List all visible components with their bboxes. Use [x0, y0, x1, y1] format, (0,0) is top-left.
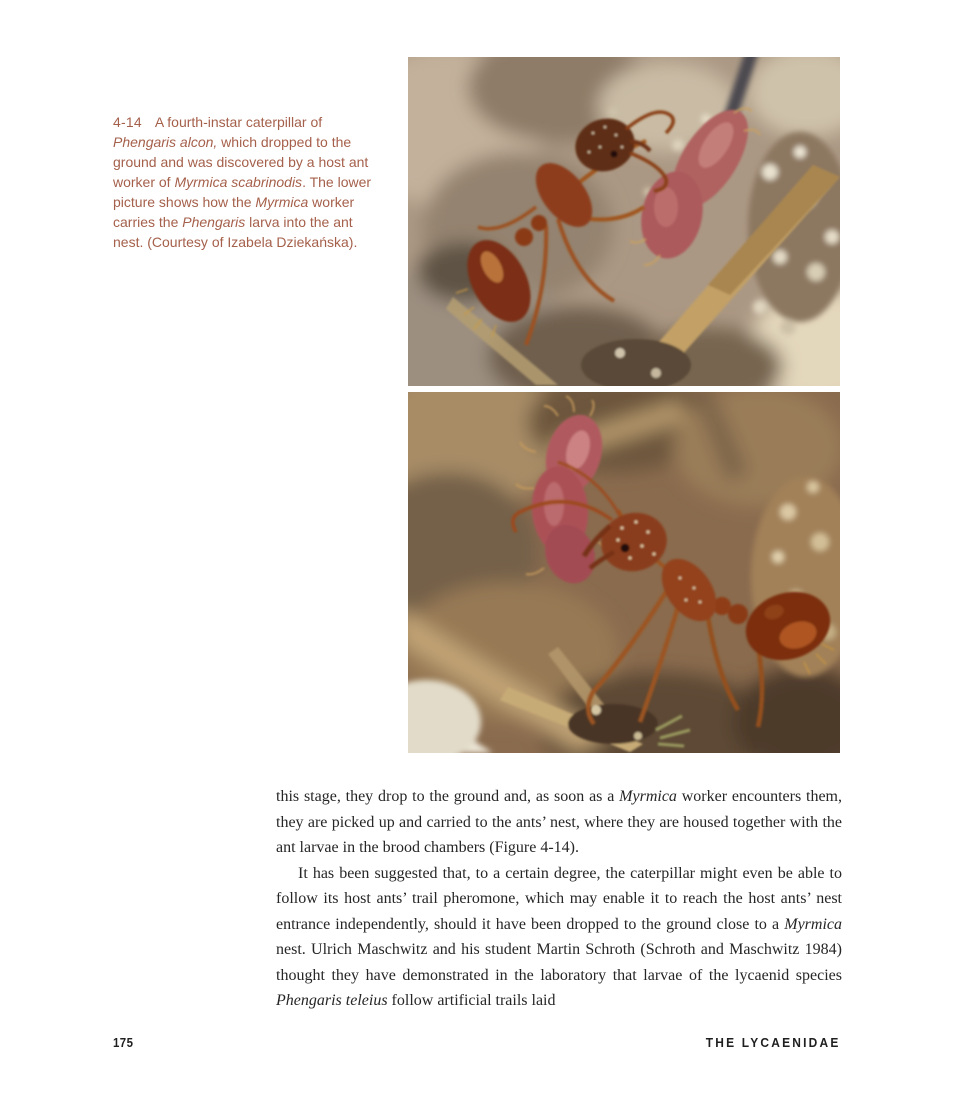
- text-segment: worker carries the: [113, 194, 355, 230]
- paragraph: [276, 784, 842, 861]
- text-segment: follow artificial trails laid: [387, 992, 556, 1009]
- species-name: Myrmica: [619, 788, 677, 805]
- species-name: Myrmica: [255, 194, 309, 210]
- figure-number: 4-14: [113, 114, 142, 130]
- text-segment: which dropped to the ground and was discovered by a host ant worker of: [113, 134, 369, 190]
- text-segment: It has been suggested that, to a certain degree, the caterpillar might even be able to follow its host ants’ trail pheromone, which may enable it to reach the host ants’ nest entrance independently, should it have been dropped to the ground close to a: [276, 864, 842, 933]
- species-name: Phengaris alcon,: [113, 134, 218, 150]
- text-segment: A fourth-instar caterpillar of: [154, 114, 323, 130]
- figure-photo-top: [408, 57, 840, 386]
- figure-caption: [113, 112, 381, 252]
- figure-photo-bottom: [408, 392, 840, 753]
- species-name: Myrmica: [784, 915, 842, 933]
- page-number: 175: [113, 1035, 134, 1050]
- text-segment: larva into the ant nest. (Courtesy of Izabela Dziekańska).: [113, 214, 358, 250]
- text-segment: this stage, they drop to the ground and, as soon as a: [276, 788, 620, 805]
- figure-caption-text: [113, 114, 371, 250]
- species-name: Phengaris teleius: [276, 992, 388, 1009]
- species-name: Phengaris: [182, 214, 246, 230]
- text-segment: worker encounters them, they are picked up and carried to the ants’ nest, where they are housed together with the ant larvae in the brood chambers (Figure 4-14).: [276, 788, 843, 856]
- species-name: Myrmica scabrinodis: [174, 174, 303, 190]
- text-segment: . The lower picture shows how the: [113, 174, 372, 210]
- figure-photos: [408, 57, 840, 753]
- text-segment: nest. Ulrich Maschwitz and his student Martin Schroth (Schroth and Maschwitz 1984) thought they have demonstrated in the laboratory that larvae of the lycaenid species: [276, 941, 842, 984]
- paragraph: [276, 861, 842, 1014]
- running-title: THE LYCAENIDAE: [706, 1035, 841, 1050]
- body-text: [276, 784, 842, 1014]
